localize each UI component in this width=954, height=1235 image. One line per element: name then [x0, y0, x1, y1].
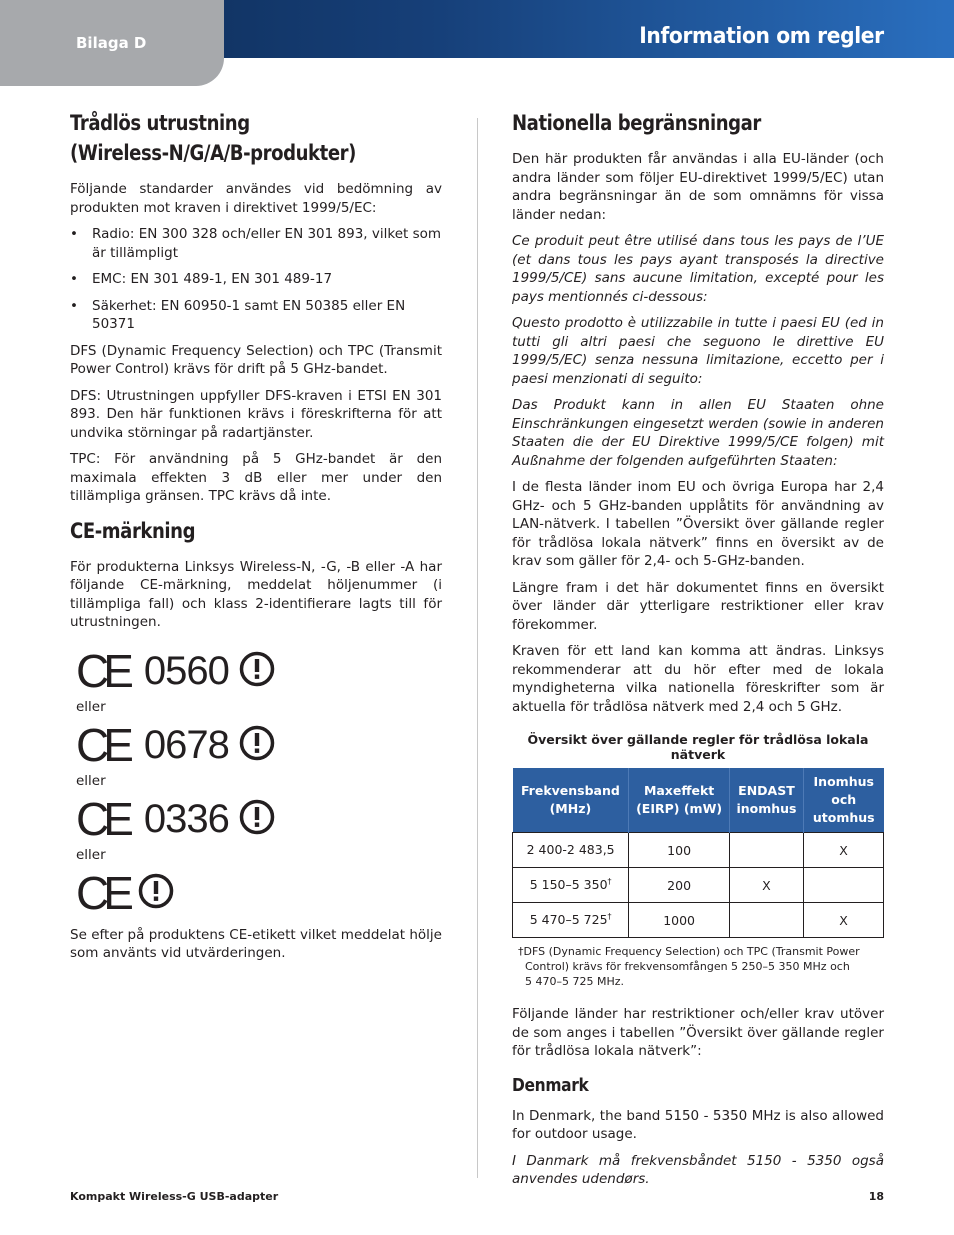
cell-band: 5 470–5 725†: [513, 903, 629, 938]
cell-outdoor: X: [803, 833, 883, 868]
appendix-tab: [0, 0, 224, 86]
column-header-power: Maxeffekt (EIRP) (mW): [629, 768, 730, 833]
or-label: eller: [76, 698, 106, 715]
ce-mark-0336: [76, 794, 442, 844]
cell-power: 1000: [629, 903, 730, 938]
ce-mark-plain: [76, 868, 442, 918]
dfs-paragraph: DFS: Utrustningen uppfyller DFS-kraven i ETSI EN 301 893. Den här funktionen krävs i föreskrifterna för att undvika störningar på radartjänster.: [70, 387, 442, 441]
cell-indoor: X: [729, 868, 803, 903]
ce-mark-0678: [76, 720, 442, 770]
paragraph-sv: Den här produkten får användas i alla EU-länder (och andra länder som följer EU-direktivet 1999/5/EC) utan andra begränsningar än de som omnämns för vissa länder nedan:: [512, 151, 884, 223]
or-label: eller: [76, 846, 106, 863]
table-row: [513, 868, 884, 903]
list-item: • Radio: EN 300 328 och/eller EN 301 893, vilket som är tillämpligt: [70, 226, 442, 261]
paragraph-overview: Längre fram i det här dokumentet finns en översikt över länder där ytterligare restriktioner eller krav förekommer.: [512, 579, 884, 633]
cell-outdoor: [803, 868, 883, 903]
column-divider: [477, 118, 478, 1178]
regulations-table: [512, 768, 884, 938]
cell-outdoor: X: [803, 903, 883, 938]
column-header-indoor-outdoor: Inomhus och utomhus: [803, 768, 883, 833]
alert-class2-icon: [239, 651, 275, 691]
ce-notified-body-number: 0336: [143, 796, 229, 841]
ce-marking-heading: CE-märkning: [70, 518, 196, 543]
paragraph-requirements: Kraven för ett land kan komma att ändras. Linksys rekommenderar att du hör efter med de lokala myndigheterna vilka nationella föreskrifter som är aktuella för trådlösa nätverk med 2,4 och 5 GHz.: [512, 643, 884, 715]
column-header-indoor-only: ENDAST inomhus: [729, 768, 803, 833]
alert-class2-icon: [239, 725, 275, 765]
cell-power: 200: [629, 868, 730, 903]
appendix-label: Bilaga D: [76, 34, 147, 52]
ce-logo-icon: CE: [76, 718, 128, 771]
cell-indoor: [729, 833, 803, 868]
or-label: eller: [76, 772, 106, 789]
cell-band: 5 150–5 350†: [513, 868, 629, 903]
right-column: [512, 108, 884, 1197]
ce-logo-icon: CE: [76, 866, 128, 919]
bullet-icon: •: [70, 271, 78, 287]
denmark-da: I Danmark må frekvensbåndet 5150 - 5350 også anvendes udendørs.: [512, 1152, 884, 1187]
alert-class2-icon: [138, 873, 174, 913]
ce-mark-group: [70, 646, 442, 918]
ce-notified-body-number: 0560: [143, 648, 229, 693]
ce-notified-body-number: 0678: [143, 722, 229, 767]
paragraph-bands: I de flesta länder inom EU och övriga Europa har 2,4 GHz- och 5 GHz-banden upplåtits för användning av LAN-nätverk. I tabellen ”Översikt över gällande regler för trådlösa lokala nätverk” finns en översikt av de krav som gäller för 2,4- och 5-GHz-banden.: [512, 479, 884, 569]
page-title: Information om regler: [639, 24, 884, 49]
cell-indoor: [729, 903, 803, 938]
table-row: [513, 903, 884, 938]
ce-logo-icon: CE: [76, 792, 128, 845]
list-item: • EMC: EN 301 489-1, EN 301 489-17: [70, 271, 333, 287]
standards-list: [70, 225, 442, 334]
standards-intro: Följande standarder användes vid bedömning av produkten mot kraven i direktivet 1999/5/EC:: [70, 181, 442, 216]
column-header-band: Frekvensband (MHz): [513, 768, 629, 833]
paragraph-de: Das Produkt kann in allen EU Staaten ohne Einschränkungen eingesetzt werden (sowie in anderen Staaten die der EU Direktive 1999/5/CE folgen) mit Außnahme der folgenden aufgeführten Staaten:: [512, 397, 884, 469]
list-item: • Säkerhet: EN 60950-1 samt EN 50385 eller EN 50371: [70, 297, 406, 332]
ce-logo-icon: CE: [76, 644, 128, 697]
footer-product: Kompakt Wireless-G USB-adapter: [70, 1190, 279, 1203]
paragraph-additional-restrictions: Följande länder har restriktioner och/eller krav utöver de som anges i tabellen ”Översikt över gällande regler för trådlösa lokala nätverk”:: [512, 1006, 884, 1059]
wireless-heading-line2: (Wireless-N/G/A/B-produkter): [70, 141, 356, 165]
page-number: 18: [868, 1190, 884, 1203]
table-footnote: †DFS (Dynamic Frequency Selection) och TPC (Transmit Power Control) krävs för frekvensomfången 5 250–5 350 MHz och 5 470–5 725 MHz.: [518, 945, 860, 988]
tpc-paragraph: TPC: För användning på 5 GHz-bandet är den maximala effekten 3 dB eller mer under den tillämpliga gränsen. TPC krävs då inte.: [70, 451, 442, 504]
ce-intro: För produkterna Linksys Wireless-N, -G, -B eller -A har följande CE-märkning, meddelat höljenummer (i tillämpliga fall) och klass 2-identifierare lagts till för utrustningen.: [70, 558, 442, 630]
denmark-en: In Denmark, the band 5150 - 5350 MHz is also allowed for outdoor usage.: [512, 1107, 884, 1142]
wireless-heading-line1: Trådlös utrustning: [70, 111, 250, 135]
national-restrictions-heading: Nationella begränsningar: [512, 111, 761, 135]
ce-mark-0560: [76, 646, 442, 696]
bullet-icon: •: [70, 226, 78, 242]
table-caption: Översikt över gällande regler för trådlösa lokala nätverk: [527, 732, 869, 762]
table-row: [513, 833, 884, 868]
ce-outro: Se efter på produktens CE-etikett vilket meddelat hölje som använts vid utvärderingen.: [70, 926, 442, 961]
paragraph-it: Questo prodotto è utilizzabile in tutte i paesi EU (ed in tutti gli altri paesi che seguono le direttive EU 1999/5/EC) senza nessuna limitazione, eccetto per i paesi menzionati di seguito:: [512, 315, 884, 387]
cell-band: 2 400-2 483,5: [513, 833, 629, 868]
left-column: [70, 108, 442, 971]
cell-power: 100: [629, 833, 730, 868]
paragraph-fr: Ce produit peut être utilisé dans tous les pays de l’UE (et dans tous les pays ayant transposés la directive 1999/5/CE) sans aucune limitation, excepté pour les pays mentionnés ci-dessous:: [512, 233, 884, 305]
alert-class2-icon: [239, 799, 275, 839]
bullet-icon: •: [70, 297, 78, 314]
denmark-heading: Denmark: [512, 1074, 589, 1096]
dfs-tpc-paragraph: DFS (Dynamic Frequency Selection) och TPC (Transmit Power Control) krävs för drift på 5 GHz-bandet.: [70, 342, 442, 377]
